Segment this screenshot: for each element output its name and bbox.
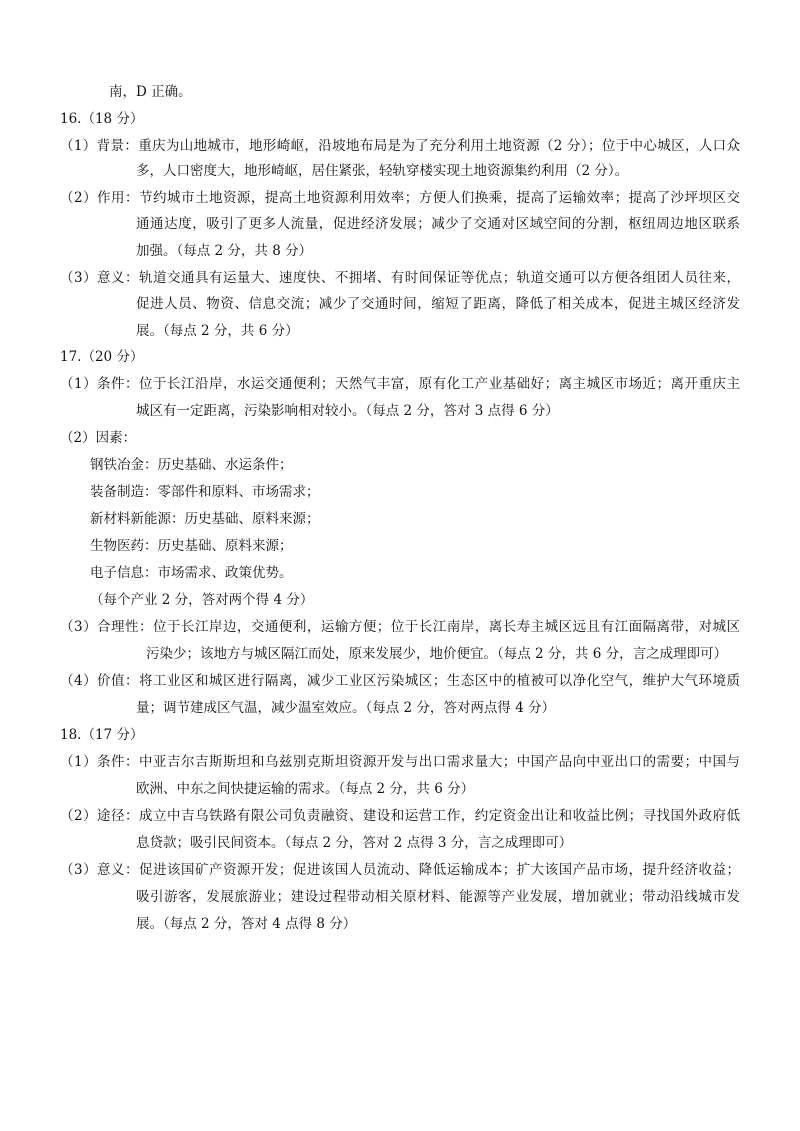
q17-part2-factors: （2）因素： — [60, 430, 137, 446]
q17-part1-conditions: （1）条件：位于长江沿岸，水运交通便利；天然气丰富，原有化工产业基础好；离主城区市场近；离开重庆主 — [60, 376, 740, 392]
factor-item: 钢铁冶金：历史基础、水运条件； — [90, 457, 293, 473]
text-line: 吸引游客，发展旅游业；建设过程带动相关原材料、能源等产业发展，增加就业；带动沿线城市发 — [136, 889, 740, 905]
text-line: 城区有一定距离，污染影响相对较小。（每点 2 分，答对 3 点得 6 分） — [136, 403, 559, 419]
factor-item: 电子信息：市场需求、政策优势。 — [90, 565, 293, 581]
q18-part1-conditions: （1）条件：中亚吉尔吉斯斯坦和乌兹别克斯坦资源开发与出口需求量大；中国产品向中亚出口的需要；中国与 — [60, 754, 740, 770]
q17-part3-rationality: （3）合理性：位于长江岸边，交通便利，运输方便；位于长江南岸，离长寿主城区远且有江面隔离带，对城区 — [60, 619, 740, 635]
text-line: 息贷款；吸引民间资本。（每点 2 分，答对 2 点得 3 分，言之成理即可） — [136, 835, 573, 851]
factor-item: 生物医药：历史基础、原料来源； — [90, 538, 293, 554]
text-line: 污染少；该地方与城区隔江而处，原来发展少，地价便宜。（每点 2 分，共 6 分，言之成理即可） — [146, 646, 728, 662]
q16-part2-function: （2）作用：节约城市土地资源，提高土地资源利用效率；方便人们换乘，提高了运输效率；提高了沙坪坝区交 — [60, 190, 740, 206]
text-line: 南，D 正确。 — [109, 84, 192, 100]
text-line: 欧洲、中东之间快捷运输的需求。（每点 2 分，共 6 分） — [136, 781, 475, 797]
text-line: 通通达度，吸引了更多人流量，促进经济发展；减少了交通对区域空间的分割，枢纽周边地区联系 — [136, 216, 740, 232]
scoring-note: （每个产业 2 分，答对两个得 4 分） — [90, 592, 314, 608]
question-16-heading: 16.（18 分） — [60, 111, 144, 127]
text-line: 多，人口密度大，地形崎岖，居住紧张，轻轨穿楼实现土地资源集约利用（2 分）。 — [136, 163, 629, 179]
text-line: 量；调节建成区气温，减少温室效应。（每点 2 分，答对两点得 4 分） — [136, 700, 556, 716]
factor-item: 新材料新能源：历史基础、原料来源； — [90, 511, 320, 527]
text-line: 展。（每点 2 分，答对 4 点得 8 分） — [136, 916, 357, 932]
q18-part3-significance: （3）意义：促进该国矿产资源开发；促进该国人员流动、降低运输成本；扩大该国产品市场，提升经济收益； — [60, 862, 740, 878]
question-18-heading: 18.（17 分） — [60, 727, 144, 743]
q16-part1-background: （1）背景：重庆为山地城市，地形崎岖，沿坡地布局是为了充分利用土地资源（2 分）；位于中心城区，人口众 — [60, 138, 740, 154]
q18-part2-approaches: （2）途径：成立中吉乌铁路有限公司负责融资、建设和运营工作，约定资金出让和收益比例；寻找国外政府低 — [60, 808, 740, 824]
factor-item: 装备制造：零部件和原料、市场需求； — [90, 484, 320, 500]
text-line: 加强。（每点 2 分，共 8 分） — [136, 243, 313, 259]
text-line: 展。（每点 2 分，共 6 分） — [136, 323, 299, 339]
question-17-heading: 17.（20 分） — [60, 349, 144, 365]
text-line: 促进人员、物资、信息交流；减少了交通时间，缩短了距离，降低了相关成本，促进主城区经济发 — [136, 296, 740, 312]
q16-part3-significance: （3）意义：轨道交通具有运量大、速度快、不拥堵、有时间保证等优点；轨道交通可以方便各组团人员往来， — [60, 270, 740, 286]
q17-part4-value: （4）价值：将工业区和城区进行隔离，减少工业区污染城区；生态区中的植被可以净化空气，维护大气环境质 — [60, 673, 740, 689]
